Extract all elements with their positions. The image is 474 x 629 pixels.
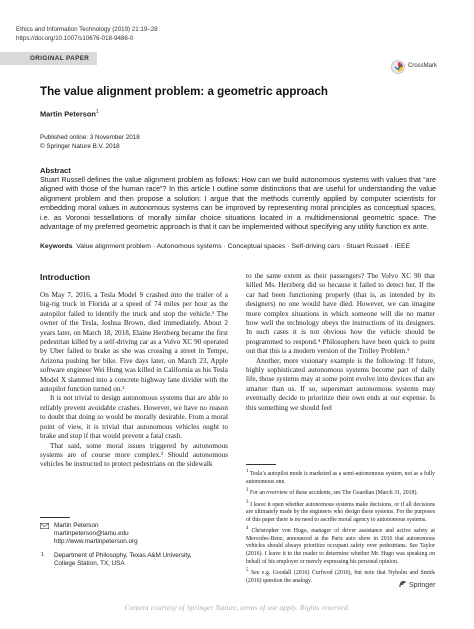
- keywords-text: Value alignment problem · Autonomous systems · Conceptual spaces · Self-driving cars · Stuart Russell · IEEE: [76, 243, 411, 250]
- contact-email[interactable]: martinpeterson@tamu.edu: [54, 530, 129, 537]
- contact-website[interactable]: http://www.martinpeterson.org: [54, 538, 138, 545]
- footnote-rule: [246, 464, 276, 465]
- intro-paragraph: That said, some moral issues triggered by autonomous systems are of course more complex.³ Should autonomous vehicles be instructed to protect pedestrians on the sidewalk: [40, 441, 228, 469]
- footnote-number: 3: [246, 499, 249, 505]
- footnote: [246, 468, 435, 486]
- contact-name: Martin Peterson: [54, 522, 99, 529]
- crossmark-label: CrossMark: [408, 63, 438, 69]
- springer-horse-icon: [398, 580, 407, 588]
- published-date: Published online: 3 November 2018: [40, 134, 140, 141]
- footnote: [246, 499, 435, 525]
- footnote-text: For an overview of these accidents, see The Guardian (March 31, 2018).: [249, 490, 418, 497]
- abstract-heading: Abstract: [40, 166, 71, 175]
- footnote-number: 2: [246, 488, 249, 494]
- author-name: [40, 109, 99, 118]
- footnote-number: 1: [246, 469, 249, 474]
- affiliation-location: College Station, TX, USA: [54, 560, 125, 567]
- footnote: [246, 525, 435, 566]
- intro-paragraph: to the same extent as their passengers? The Volvo XC 90 that killed Ms. Herzberg did so because it failed to detect her. If the car had been functioning properly (that is, as intended by its designers) no one would have died. However, we can imagine more complex situations in which someone will die no matter how well the technology obeys the instructions of its designers. In such cases it is not obvious how the vehicle should be programmed to respond.⁴ Philosophers have been quick to point out that this is a modern version of the Trolley Problem.⁵: [246, 272, 435, 356]
- journal-citation: Ethics and Information Technology (2019) 21:19–28: [16, 26, 158, 33]
- author-sup: 1: [95, 109, 99, 115]
- footnote-text: See e.g. Goodall (2016) Curfwod (2016), but note that Nyholm and Smids (2016) question the analogy.: [246, 570, 435, 584]
- affiliation-sup: 1: [41, 552, 44, 558]
- author-text: Martin Peterson: [40, 109, 96, 119]
- crossmark-icon: [391, 60, 405, 74]
- abstract-text: Stuart Russell defines the value alignment problem as follows: How can we build autonomous systems with values that “are aligned with those of the human race”? In this article I outline some distinctions that are useful for understanding the value alignment problem and then propose a solution: I argue that the methods currently applied by computer scientists for embedding moral values in autonomous systems can be improved by representing moral principles as conceptual spaces, i.e. as Voronoi tessellations of morally similar choice situations located in a multidimensional geometric space. The advantage of my preferred geometric approach is that it can be implemented without specifying any utility function ex ante.: [40, 175, 436, 232]
- doi-link[interactable]: https://doi.org/10.1007/s10676-018-9486-0: [16, 35, 134, 42]
- affiliation-block: [40, 522, 230, 568]
- affiliation-dept: Department of Philosophy, Texas A&M University,: [54, 552, 192, 559]
- intro-left-column: [40, 291, 228, 470]
- intro-right-column: [246, 272, 435, 413]
- article-title: The value alignment problem: a geometric approach: [40, 85, 328, 98]
- springer-label: Springer: [408, 582, 436, 589]
- copyright-line: © Springer Nature B.V. 2018: [40, 143, 120, 150]
- intro-paragraph: On May 7, 2016, a Tesla Model S crashed into the trailer of a big-rig truck in Florida at a speed of 74 miles per hour as the autopilot failed to identify the truck and stop the vehicle.¹ The owner of the Tesla, Joshua Brown, died immediately. About 2 years later, on March 18, 2018, Elaine Herzberg became the first pedestrian killed by a self-driving car as a Volvo XC 90 operated by Uber failed to brake as she was crossing a street in Tempe, Arizona pushing her bike. Five days later, on March 23, Apple software engineer Wei Hung was killed in California as his Tesla Model X slammed into a concrete highway lane divider with the autopilot function turned on.²: [40, 291, 228, 394]
- footnote-text: Christopher von Hugo, manager of driver assistance and active safety at Mercedes-Benz, announced at the Paris auto show in 2016 that autonomous vehicles should always prioritize occupant safety over pedestrians. See Taylor (2016). I leave it to the reader to determine whether Mr. Hugo was speaking on behalf of his employer or merely expressing his personal opinion.: [246, 528, 435, 565]
- springer-mark: [398, 580, 435, 589]
- intro-paragraph: It is not trivial to design autonomous systems that are able to reliably prevent avoidable crashes. However, we have no reason to doubt that doing so would be morally desirable. From a moral point of view, it is trivial that autonomous vehicles ought to brake and stop if that would prevent a fatal crash.: [40, 394, 228, 441]
- keywords-label: Keywords: [40, 243, 73, 250]
- intro-paragraph: Another, more visionary example is the following: If future, highly sophisticated autonomous systems become part of daily life, those systems may at some point evolve into devices that are smarter than us. If so, supersmart autonomous systems may eventually decide to prioritize their own ends at our expense. Is this something we should feel: [246, 356, 435, 412]
- footnote-text: I leave it open whether autonomous systems make decisions, or if all decisions are ultimately made by the engineers who design these systems. For the purposes of this paper there is no need to ascribe moral agency to autonomous systems.: [246, 501, 435, 523]
- affiliation-rule: [40, 517, 70, 518]
- article-type-badge: ORIGINAL PAPER: [0, 52, 97, 65]
- envelope-icon: [40, 523, 49, 529]
- footnotes-block: [246, 468, 435, 586]
- footnote-number: 4: [246, 526, 249, 532]
- content-courtesy-footer: Content courtesy of Springer Nature, terms of use apply. Rights reserved.: [124, 603, 350, 612]
- keywords: [40, 243, 440, 250]
- footnote-number: 5: [246, 568, 249, 574]
- footnote-text: Tesla’s autopilot mode is marketed as a semi-autonomous system, not as a fully autonomous one.: [246, 470, 435, 485]
- footnote: [246, 487, 435, 498]
- introduction-heading: Introduction: [40, 272, 91, 282]
